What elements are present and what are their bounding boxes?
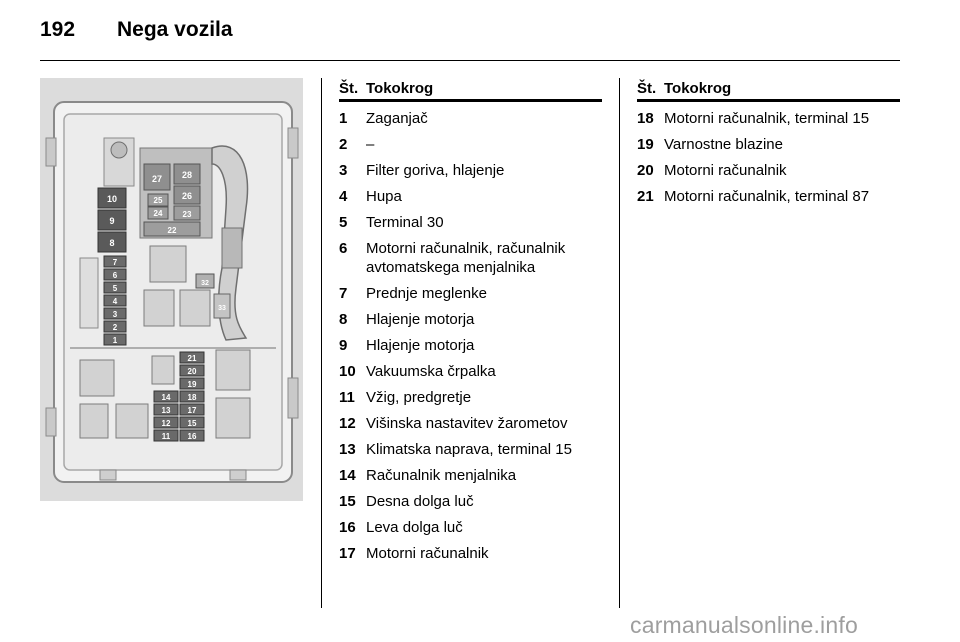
relay-lower-left-top [80, 360, 114, 396]
relay-lower-right-top [216, 350, 250, 390]
header-number: Št. [339, 80, 359, 97]
page-number: 192 [40, 18, 76, 41]
table-header [637, 80, 900, 102]
relay-middle-right [180, 290, 210, 326]
row-number: 14 [339, 467, 356, 484]
row-circuit: Terminal 30 [366, 214, 444, 231]
fuse-box-diagram [40, 78, 303, 501]
page-title: Nega vozila [117, 18, 233, 41]
table-row [339, 102, 602, 128]
fuse-table-1 [339, 80, 602, 563]
fuse-12-label: 12 [161, 419, 171, 428]
row-circuit: Filter goriva, hlajenje [366, 162, 505, 179]
fuse-2-label: 2 [112, 323, 118, 332]
table-row [339, 303, 602, 329]
table-row [339, 537, 602, 563]
fuse-26-label: 26 [181, 191, 193, 201]
row-circuit: Hlajenje motorja [366, 311, 475, 328]
row-number: 2 [339, 136, 348, 153]
fuse-16-label: 16 [187, 432, 197, 441]
clip-left-bottom [46, 408, 56, 436]
table-row [637, 102, 900, 128]
table-row [637, 128, 900, 154]
header-number: Št. [637, 80, 657, 97]
relay-lower-center [116, 404, 148, 438]
table-header [339, 80, 602, 102]
row-number: 6 [339, 240, 348, 257]
table-row [339, 232, 602, 277]
row-circuit: Motorni računalnik [664, 162, 787, 179]
fuse-23-label: 23 [182, 210, 192, 219]
row-number: 18 [637, 110, 654, 127]
fuse-21-label: 21 [187, 354, 197, 363]
row-circuit: Prednje meglenke [366, 285, 487, 302]
fuse-24-label: 24 [153, 209, 163, 218]
fuse-20-label: 20 [187, 367, 197, 376]
row-number: 13 [339, 441, 356, 458]
table-row [339, 381, 602, 407]
row-circuit: Hupa [366, 188, 402, 205]
clip-right-top [288, 128, 298, 158]
row-circuit: Višinska nastavitev žarometov [366, 415, 568, 432]
row-circuit: Leva dolga luč [366, 519, 463, 536]
row-number: 7 [339, 285, 348, 302]
table-row [637, 180, 900, 206]
row-circuit: Vakuumska črpalka [366, 363, 496, 380]
fuse-15-label: 15 [187, 419, 197, 428]
clip-left-top [46, 138, 56, 166]
fuse-box-illustration [40, 78, 303, 501]
table-row [637, 154, 900, 180]
row-number: 10 [339, 363, 356, 380]
table-row [339, 277, 602, 303]
fuse-4-label: 4 [112, 297, 118, 306]
row-number: 17 [339, 545, 356, 562]
fuse-33-label: 33 [218, 305, 226, 312]
fuse-7-label: 7 [112, 258, 118, 267]
row-number: 16 [339, 519, 356, 536]
fuse-27-label: 27 [151, 174, 163, 184]
fuse-8-label: 8 [109, 238, 115, 248]
cable-connector [222, 228, 242, 268]
relay-middle-left [144, 290, 174, 326]
table-row [339, 206, 602, 232]
side-panel-left [80, 258, 98, 328]
row-number: 19 [637, 136, 654, 153]
header-circuit: Tokokrog [664, 80, 732, 97]
fuse-11-label: 11 [161, 432, 171, 441]
fuse-25-label: 25 [153, 196, 163, 205]
fuse-17-label: 17 [187, 406, 197, 415]
fuse-13-label: 13 [161, 406, 171, 415]
row-circuit: Motorni računalnik, terminal 87 [664, 188, 870, 205]
row-number: 3 [339, 162, 348, 179]
page-header [40, 18, 900, 62]
table-row [339, 154, 602, 180]
row-circuit: Motorni računalnik [366, 545, 489, 562]
row-circuit: Računalnik menjalnika [366, 467, 517, 484]
terminal-bolt [111, 142, 127, 158]
fuse-table-2 [637, 80, 900, 206]
row-circuit: Hlajenje motorja [366, 337, 475, 354]
column-divider-1 [321, 78, 322, 608]
table-row [339, 485, 602, 511]
fuse-14-label: 14 [161, 393, 171, 402]
table-row [339, 511, 602, 537]
fuse-9-label: 9 [109, 216, 115, 226]
fuse-19-label: 19 [187, 380, 197, 389]
fuse-32-label: 32 [201, 280, 209, 287]
fuse-6-label: 6 [112, 271, 118, 280]
fuse-5-label: 5 [112, 284, 118, 293]
bottom-tab-right [230, 470, 246, 480]
table-row [339, 459, 602, 485]
fuse-22-label: 22 [167, 226, 177, 235]
clip-right-bottom [288, 378, 298, 418]
row-circuit: Desna dolga luč [366, 493, 474, 510]
table-row [339, 329, 602, 355]
row-circuit: Varnostne blazine [664, 136, 783, 153]
table-row [339, 407, 602, 433]
row-circuit: – [366, 136, 375, 153]
header-rule [40, 60, 900, 61]
row-number: 4 [339, 188, 348, 205]
relay-lower-left-bottom [80, 404, 108, 438]
bottom-tab-left [100, 470, 116, 480]
table-row [339, 128, 602, 154]
relay-lower-right-bottom [216, 398, 250, 438]
fuse-28-label: 28 [181, 170, 193, 180]
table-row [339, 180, 602, 206]
row-number: 8 [339, 311, 348, 328]
relay-top [150, 246, 186, 282]
row-circuit: Motorni računalnik, računalnik avtomatskega menjalnika [366, 240, 566, 276]
row-number: 5 [339, 214, 348, 231]
fuse-10-label: 10 [106, 194, 118, 204]
row-circuit: Motorni računalnik, terminal 15 [664, 110, 870, 127]
column-divider-2 [619, 78, 620, 608]
relay-lower-small [152, 356, 174, 384]
fuse-3-label: 3 [112, 310, 118, 319]
row-circuit: Vžig, predgretje [366, 389, 472, 406]
row-number: 12 [339, 415, 356, 432]
row-number: 11 [339, 389, 355, 406]
fuse-18-label: 18 [187, 393, 197, 402]
header-circuit: Tokokrog [366, 80, 434, 97]
row-circuit: Zaganjač [366, 110, 428, 127]
row-number: 9 [339, 337, 348, 354]
row-circuit: Klimatska naprava, terminal 15 [366, 441, 572, 458]
table-row [339, 433, 602, 459]
watermark: carmanualsonline.info [630, 612, 858, 638]
row-number: 21 [637, 188, 654, 205]
row-number: 1 [339, 110, 348, 127]
row-number: 15 [339, 493, 356, 510]
table-row [339, 355, 602, 381]
row-number: 20 [637, 162, 654, 179]
fuse-1-label: 1 [112, 336, 118, 345]
